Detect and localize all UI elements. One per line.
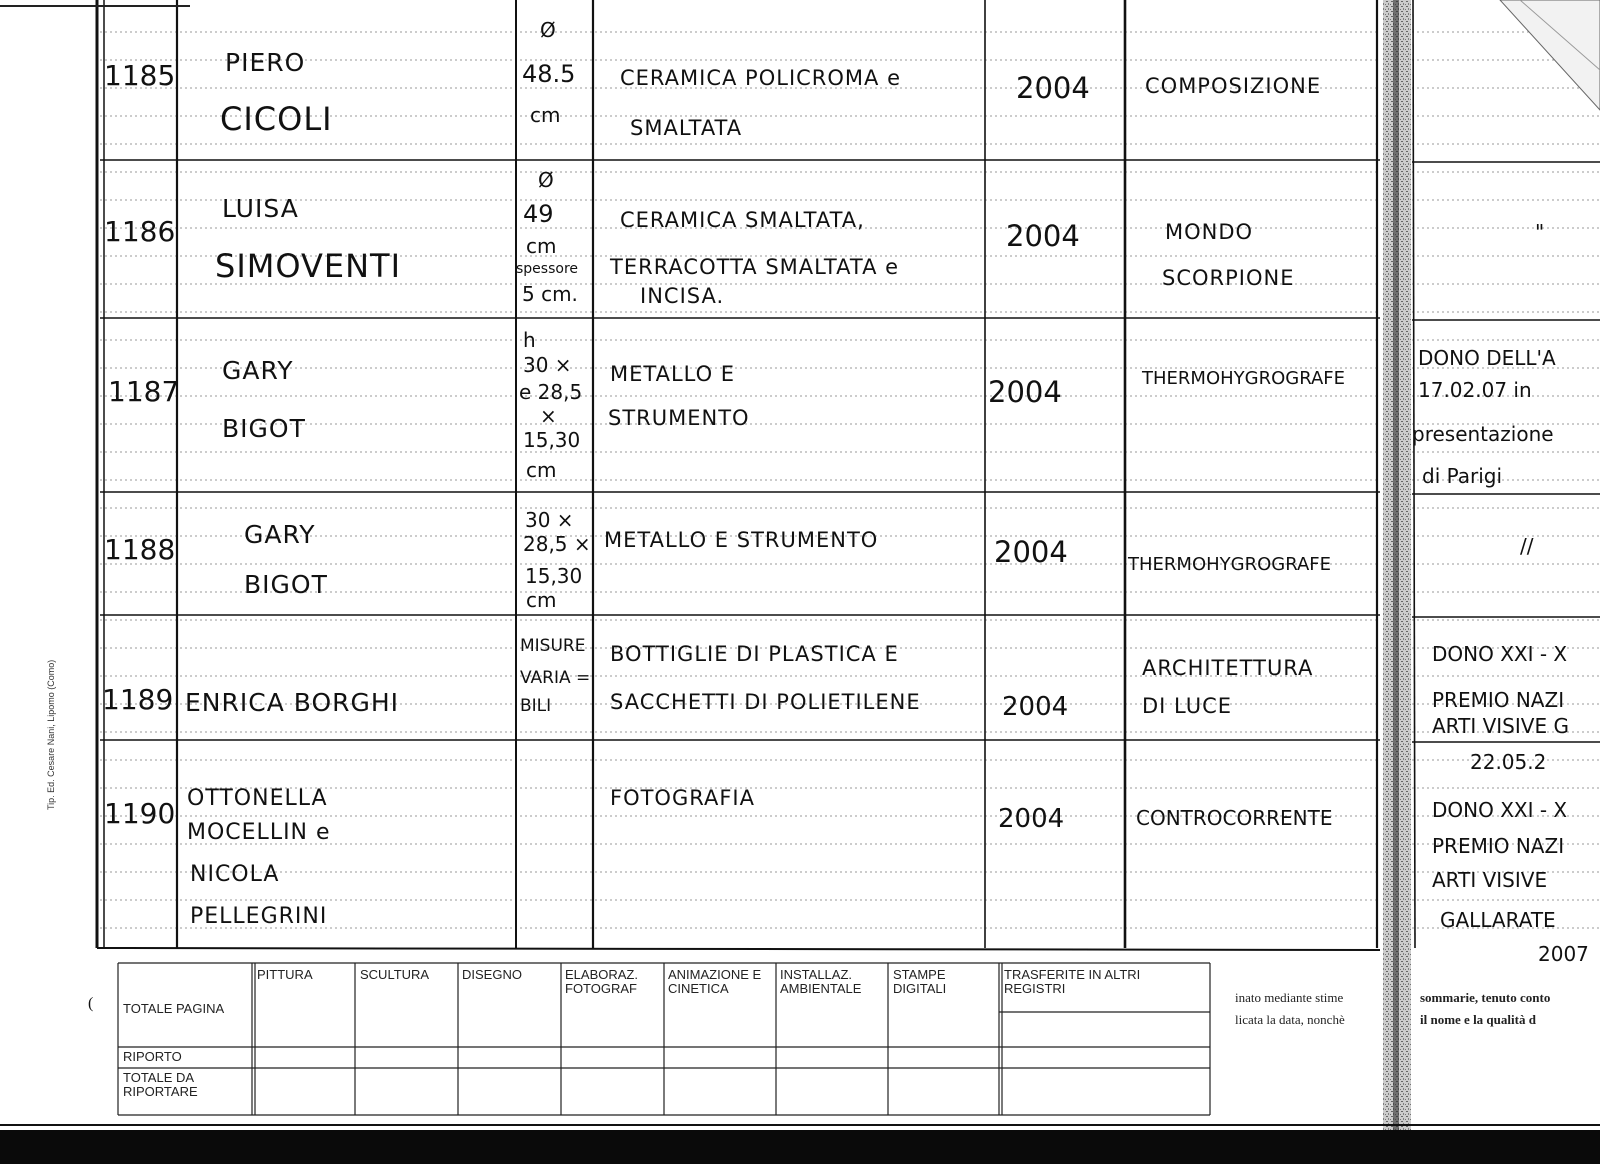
margin-mark: (: [88, 995, 94, 1012]
notes: GALLARATE: [1440, 908, 1556, 932]
author-name: PIERO: [225, 48, 306, 77]
footer-text: sommarie, tenuto conto: [1420, 990, 1551, 1005]
technique: FOTOGRAFIA: [610, 786, 755, 810]
footer-text: licata la data, nonchè: [1235, 1012, 1345, 1027]
author-name: PELLEGRINI: [190, 904, 328, 929]
author-name: SIMOVENTI: [215, 247, 402, 285]
technique: STRUMENTO: [608, 406, 750, 430]
artwork-title: ARCHITETTURA: [1142, 656, 1314, 680]
notes: DONO DELL'A: [1418, 346, 1556, 370]
notes: presentazione: [1412, 422, 1554, 446]
notes: di Parigi: [1422, 464, 1503, 488]
artwork-title: THERMOHYGROGRAFE: [1128, 554, 1332, 575]
dimensions: 15,30: [523, 428, 581, 452]
dimensions: Ø: [540, 18, 556, 42]
author-name: BIGOT: [244, 570, 328, 599]
column-header: ELABORAZ. FOTOGRAF: [565, 967, 638, 997]
technique: SACCHETTI DI POLIETILENE: [610, 690, 921, 714]
dimensions: Ø: [538, 168, 554, 192]
notes: 17.02.07 in: [1418, 378, 1532, 402]
dimensions: 48.5: [522, 60, 576, 88]
notes: ARTI VISIVE G: [1432, 714, 1569, 738]
notes: 22.05.2: [1470, 750, 1547, 774]
dimensions: cm: [530, 103, 561, 127]
dimensions: cm: [526, 234, 557, 258]
dimensions: 28,5 ×: [523, 532, 591, 556]
entry-number: 1188: [104, 533, 176, 566]
year: 2004: [994, 535, 1068, 569]
notes: PREMIO NAZI: [1432, 834, 1565, 858]
technique: BOTTIGLIE DI PLASTICA E: [610, 642, 899, 666]
author-name: MOCELLIN e: [187, 820, 331, 845]
dimensions: spessore: [516, 261, 579, 277]
author-name: CICOLI: [220, 100, 333, 138]
entry-number: 1189: [102, 683, 174, 716]
dimensions: cm: [526, 458, 557, 482]
notes: 2007: [1538, 942, 1589, 966]
notes: PREMIO NAZI: [1432, 688, 1565, 712]
author-name: GARY: [222, 356, 294, 385]
artwork-title: DI LUCE: [1142, 694, 1232, 718]
dimensions: VARIA =: [520, 668, 591, 688]
notes: //: [1520, 534, 1534, 558]
dimensions: e 28,5: [519, 380, 583, 404]
scan-edge: [0, 1130, 1600, 1164]
column-header: DISEGNO: [462, 967, 522, 982]
artwork-title: MONDO: [1165, 220, 1254, 244]
author-name: OTTONELLA: [187, 786, 328, 811]
year: 2004: [1002, 692, 1069, 722]
artwork-title: CONTROCORRENTE: [1136, 806, 1333, 830]
artwork-title: COMPOSIZIONE: [1145, 74, 1322, 98]
author-name: BIGOT: [222, 414, 306, 443]
row-header: TOTALE DA RIPORTARE: [123, 1070, 198, 1100]
dimensions: ×: [540, 404, 557, 428]
folded-corner: [1500, 0, 1600, 110]
row-header: TOTALE PAGINA: [123, 1001, 225, 1016]
technique: CERAMICA SMALTATA,: [620, 208, 865, 232]
dimensions: BILI: [520, 696, 552, 716]
artwork-title: THERMOHYGROGRAFE: [1142, 368, 1346, 389]
footer-text: inato mediante stime: [1235, 990, 1344, 1005]
year: 2004: [998, 804, 1065, 834]
notes: ARTI VISIVE: [1432, 868, 1548, 892]
technique: METALLO E: [610, 362, 736, 386]
technique: SMALTATA: [630, 116, 743, 140]
year: 2004: [1006, 219, 1080, 253]
dimensions: 30 ×: [525, 508, 574, 532]
notes: DONO XXI - X: [1432, 642, 1568, 666]
footer-text: il nome e la qualità d: [1420, 1012, 1536, 1027]
column-rule: [1413, 0, 1415, 948]
dimensions: 5 cm.: [522, 282, 578, 306]
column-header: ANIMAZIONE E CINETICA: [668, 967, 762, 997]
technique: TERRACOTTA SMALTATA e: [610, 255, 900, 279]
year: 2004: [1016, 71, 1090, 105]
dimensions: 15,30: [525, 564, 583, 588]
row-separator: [97, 948, 1380, 950]
dimensions: 30 ×: [523, 353, 572, 377]
entry-number: 1190: [104, 797, 176, 830]
entry-number: 1186: [104, 215, 176, 248]
entry-number: 1185: [104, 59, 176, 92]
notes: ": [1535, 220, 1545, 244]
author-name: NICOLA: [190, 862, 280, 887]
author-name: LUISA: [222, 194, 299, 223]
author-name: ENRICA BORGHI: [185, 688, 400, 717]
dimensions: MISURE: [520, 636, 586, 656]
column-header: INSTALLAZ. AMBIENTALE: [780, 967, 862, 997]
column-header: TRASFERITE IN ALTRI REGISTRI: [1004, 967, 1141, 997]
column-header: SCULTURA: [360, 967, 430, 982]
row-header: RIPORTO: [123, 1049, 182, 1064]
technique: INCISA.: [640, 284, 725, 308]
technique: CERAMICA POLICROMA e: [620, 66, 902, 90]
column-header: STAMPE DIGITALI: [893, 967, 947, 997]
entry-number: 1187: [108, 375, 180, 408]
technique: METALLO E STRUMENTO: [604, 528, 879, 552]
dimensions: h: [523, 328, 536, 352]
author-name: GARY: [244, 520, 316, 549]
printer-credit: Tip. Ed. Cesare Nani, Lipomo (Como): [46, 659, 56, 810]
dimensions: 49: [523, 200, 554, 228]
column-header: PITTURA: [257, 967, 313, 982]
dimensions: cm: [526, 588, 557, 612]
artwork-title: SCORPIONE: [1162, 266, 1295, 290]
notes: DONO XXI - X: [1432, 798, 1568, 822]
year: 2004: [988, 375, 1062, 409]
